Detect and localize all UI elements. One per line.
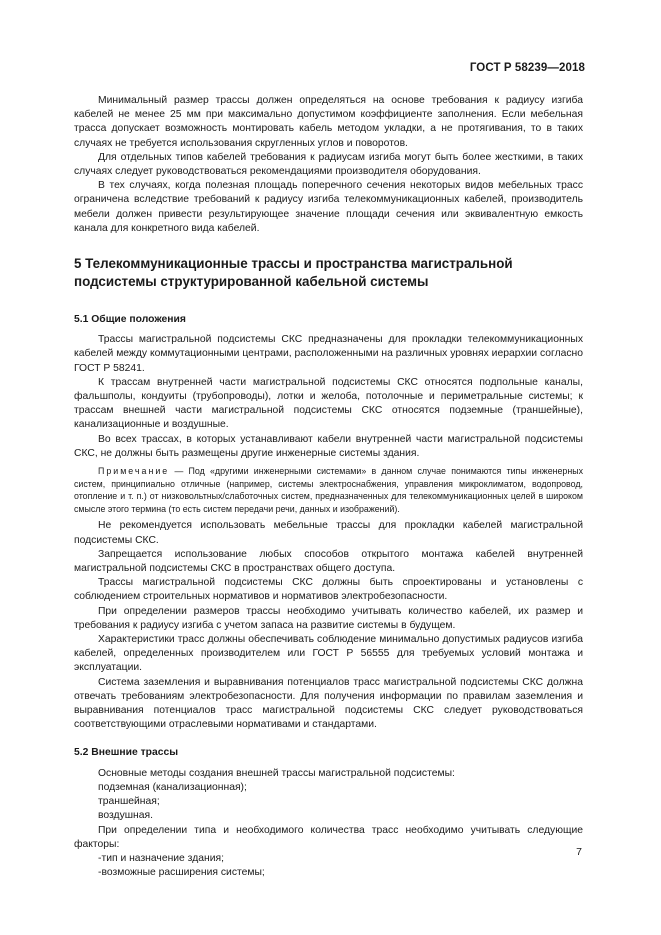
page-content bbox=[74, 94, 583, 880]
list-item-text: тип и назначение здания; bbox=[101, 852, 224, 864]
list-bullet: - bbox=[98, 852, 102, 864]
note-label: Примечание bbox=[98, 466, 170, 477]
intro-paragraph-3: В тех случаях, когда полезная площадь поперечного сечения некоторых видов мебельных трасс ограничена вследствие требований к радиусу изгиба телекоммуникационных кабелей, производитель мебели должен привести результирующее значение площади сечения или эквивалентную емкость канала для конкретного вида кабелей. bbox=[74, 180, 583, 234]
list-item-text: возможные расширения системы; bbox=[101, 867, 265, 879]
subsection-5-1-paragraph-3: Во всех трассах, в которых устанавливают кабели внутренней части магистральной подсистемы СКС, не должны быть размещены другие инженерные системы здания. bbox=[74, 433, 583, 459]
subsection-5-2-title: 5.2 Внешние трассы bbox=[74, 747, 179, 759]
subsection-5-1-paragraph-4: Не рекомендуется использовать мебельные трассы для прокладки кабелей магистральной подсистемы СКС. bbox=[74, 520, 583, 546]
subsection-5-2-line-1: Основные методы создания внешней трассы магистральной подсистемы: bbox=[98, 767, 455, 779]
subsection-5-1-paragraph-5: Запрещается использование любых способов открытого монтажа кабелей внутренней магистральной подсистемы СКС в пространствах общего доступа. bbox=[74, 548, 583, 575]
subsection-5-1-paragraph-2: К трассам внутренней части магистральной подсистемы СКС относятся подпольные каналы, фальшполы, кондуиты (трубопроводы), лотки и желоба, потолочные и периметральные системы; к трассам внешней части магистральной подсистемы СКС относятся подземные (траншейные), канализационные и воздушные. bbox=[74, 376, 583, 431]
section-5-title-line-2: подсистемы структурированной кабельной системы bbox=[74, 274, 429, 290]
note-block bbox=[74, 465, 583, 515]
subsection-5-1-title: 5.1 Общие положения bbox=[74, 314, 186, 326]
subsection-5-1-paragraph-6: Трассы магистральной подсистемы СКС должны быть спроектированы и установлены с соблюдением строительных нормативов и нормативов электробезопасности. bbox=[74, 577, 583, 603]
subsection-5-1-paragraph-7: При определении размеров трассы необходимо учитывать количество кабелей, их размер и требования к радиусу изгиба с учетом запаса на развитие системы в будущем. bbox=[74, 605, 583, 631]
intro-paragraph-1: Минимальный размер трассы должен определяться на основе требования к радиусу изгиба кабелей не менее 25 мм при максимально допустимом коэффициенте заполнения. Если мебельная трасса допускает возможность монтировать кабель методом укладки, а не протягивания, то в таких случаях не требуется использования скругленных углов и поворотов. bbox=[74, 95, 583, 149]
subsection-5-1-paragraph-8: Характеристики трасс должны обеспечивать соблюдение минимально допустимых радиусов изгиба кабелей, определенных производителем или ГОСТ Р 56555 для требуемых условий монтажа и эксплуатации. bbox=[74, 634, 583, 674]
section-5-title-line-1: 5 Телекоммуникационные трассы и пространства магистральной bbox=[74, 256, 513, 272]
intro-paragraph-2: Для отдельных типов кабелей требования к радиусам изгиба могут быть более жесткими, в таких случаях следует руководствоваться рекомендациями производителя оборудования. bbox=[74, 151, 583, 178]
subsection-5-2-line-3: траншейная; bbox=[98, 796, 160, 808]
subsection-5-1-paragraph-1: Трассы магистральной подсистемы СКС предназначены для прокладки телекоммуникационных кабелей между коммутационными центрами, расположенными на различных уровнях иерархии согласно ГОСТ Р 58241. bbox=[74, 334, 583, 374]
section-5-title bbox=[74, 255, 583, 291]
subsection-5-2-factors-intro: При определении типа и необходимого количества трасс необходимо учитывать следующие факторы: bbox=[74, 824, 583, 850]
list-item bbox=[74, 852, 583, 866]
list-item bbox=[74, 866, 583, 880]
document-code-header: ГОСТ Р 58239—2018 bbox=[469, 62, 585, 74]
note-text: — Под «другими инженерными системами» в данном случае понимаются типы инженерных систем, принципиально отличные (например, системы электроснабжения, управления микроклиматом, водопровод, отопление и т. п.) от низковольтных/слаботочных систем, предназначенных для телекоммуникационных целей в широком смысле этого термина (то есть систем передачи речи, данных и изображений). bbox=[74, 466, 583, 514]
page-number: 7 bbox=[576, 846, 582, 858]
subsection-5-2-line-2: подземная (канализационная); bbox=[98, 781, 247, 793]
list-bullet: - bbox=[98, 867, 102, 879]
subsection-5-1-paragraph-9: Система заземления и выравнивания потенциалов трасс магистральной подсистемы СКС должна отвечать требованиям электробезопасности. Для получения информации по правилам заземления и выравнивания потенциалов трасс магистральной подсистемы СКС следует руководствоваться соответствующими отраслевыми нормативами и стандартами. bbox=[74, 676, 583, 731]
subsection-5-2-line-4: воздушная. bbox=[98, 810, 153, 822]
